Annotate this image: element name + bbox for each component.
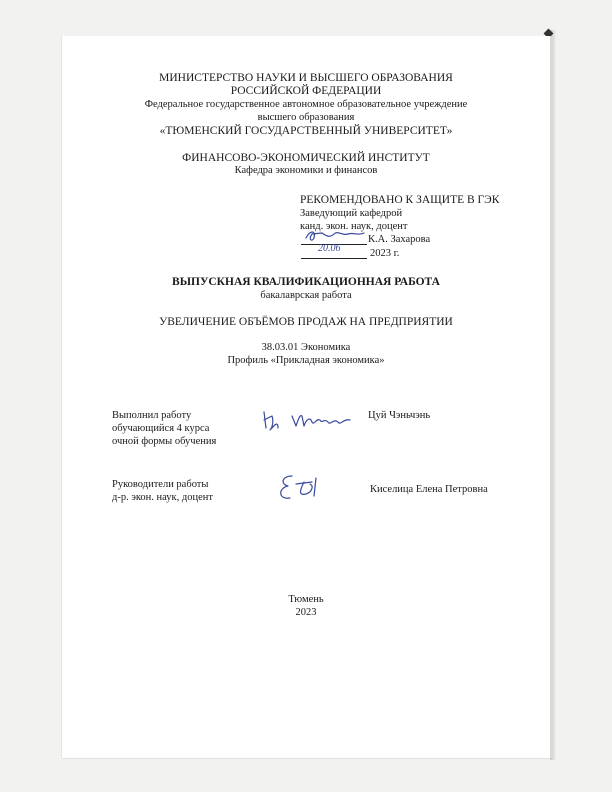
supervisor-line-1: Руководители работы: [112, 479, 209, 490]
ministry-line: МИНИСТЕРСТВО НАУКИ И ВЫСШЕГО ОБРАЗОВАНИЯ: [159, 72, 453, 84]
specialty-code: 38.03.01 Экономика: [261, 342, 351, 353]
work-title: УВЕЛИЧЕНИЕ ОБЪЁМОВ ПРОДАЖ НА ПРЕДПРИЯТИИ: [159, 316, 453, 328]
department-name: Кафедра экономики и финансов: [234, 165, 378, 176]
head-name: К.А. Захарова: [368, 234, 431, 245]
date-handwritten: 20.06: [318, 243, 341, 254]
head-degree: канд. экон. наук, доцент: [300, 221, 408, 232]
supervisor-line-2: д-р. экон. наук, доцент: [112, 492, 213, 503]
work-subtype: бакалаврская работа: [260, 290, 352, 301]
author-line-3: очной формы обучения: [112, 436, 217, 447]
author-name: Цуй Чэньчэнь: [368, 410, 431, 421]
supervisor-name: Киселица Елена Петровна: [370, 484, 488, 495]
institute-name: ФИНАНСОВО-ЭКОНОМИЧЕСКИЙ ИНСТИТУТ: [182, 152, 430, 164]
education-level-line: высшего образования: [257, 112, 355, 123]
supervisor-signature: [272, 470, 332, 504]
work-type: ВЫПУСКНАЯ КВАЛИФИКАЦИОННАЯ РАБОТА: [172, 276, 440, 288]
approval-year: 2023 г.: [370, 248, 400, 259]
page-edge: [550, 30, 556, 760]
author-line-1: Выполнил работу: [112, 410, 192, 421]
institution-type-line: Федеральное государственное автономное образовательное учреждение: [144, 99, 468, 110]
head-role: Заведующий кафедрой: [300, 208, 403, 219]
university-name: «ТЮМЕНСКИЙ ГОСУДАРСТВЕННЫЙ УНИВЕРСИТЕТ»: [159, 125, 453, 137]
study-profile: Профиль «Прикладная экономика»: [227, 355, 385, 366]
author-line-2: обучающийся 4 курса: [112, 423, 210, 434]
footer-year: 2023: [295, 607, 317, 618]
recommended-heading: РЕКОМЕНДОВАНО К ЗАЩИТЕ В ГЭК: [300, 194, 500, 206]
federation-line: РОССИЙСКОЙ ФЕДЕРАЦИИ: [230, 85, 382, 97]
city: Тюмень: [288, 594, 324, 605]
title-page-sheet: [62, 36, 550, 758]
author-signature: [258, 406, 358, 436]
